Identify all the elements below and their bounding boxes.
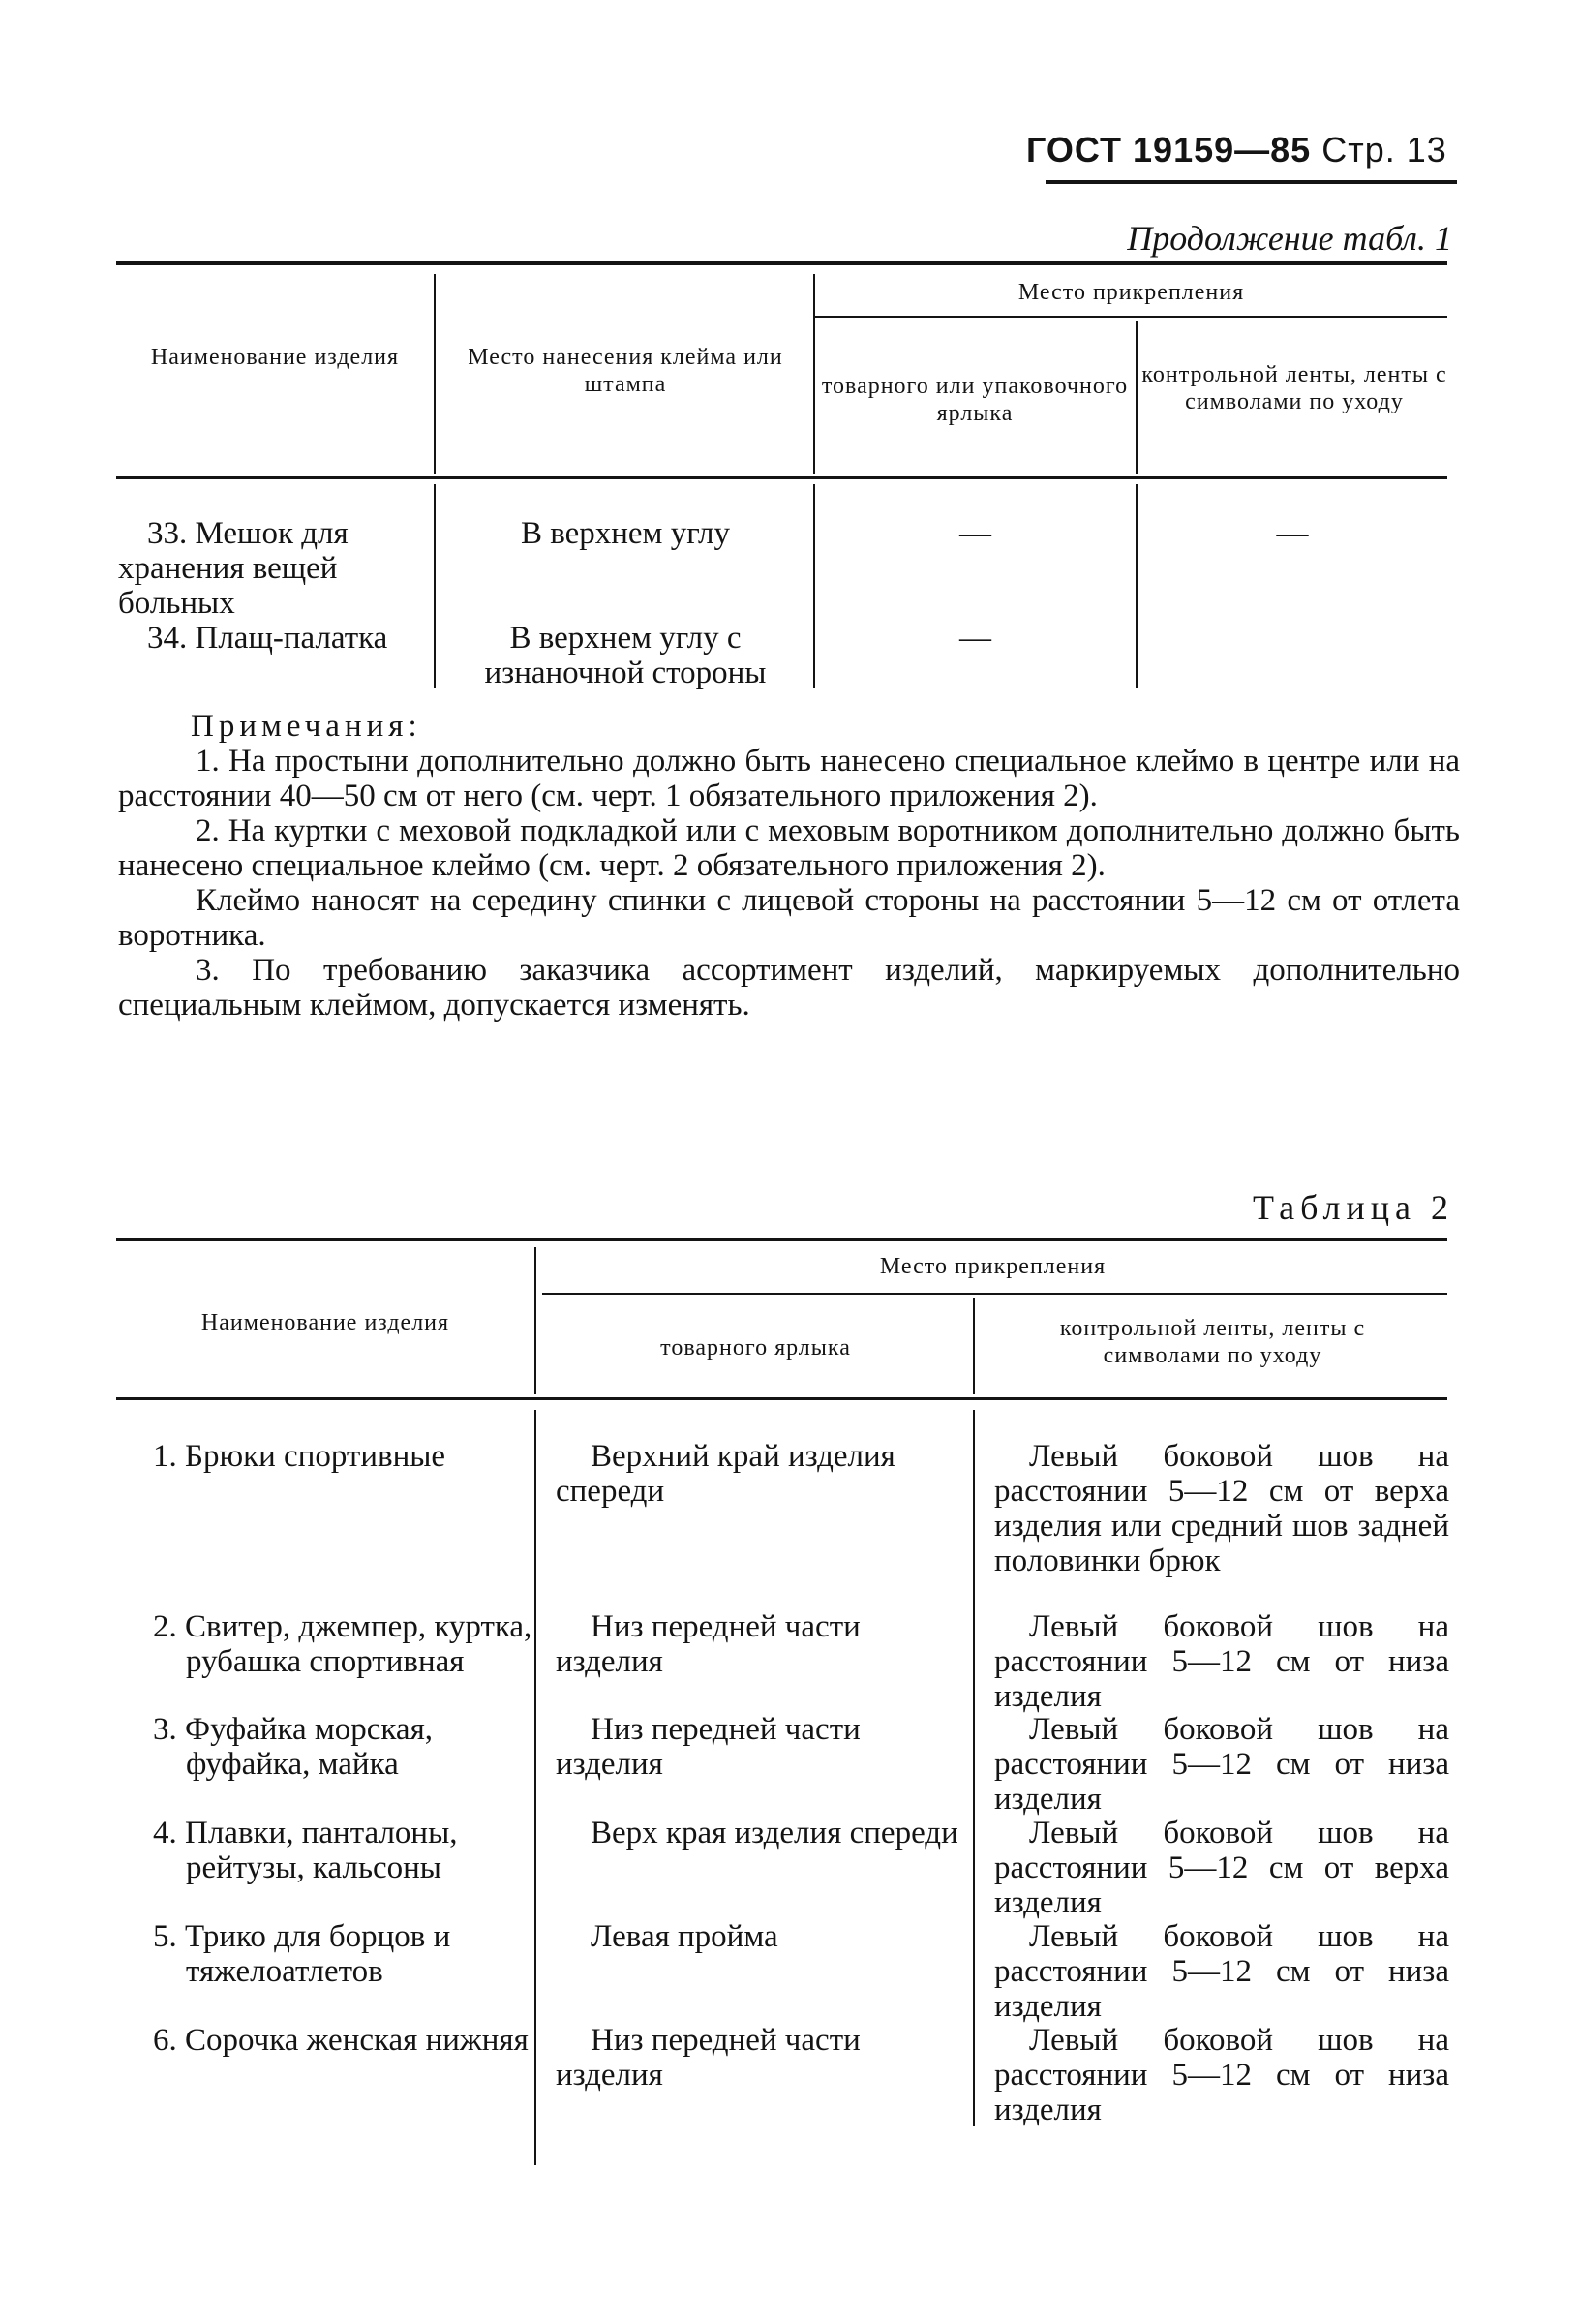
table1-group-rule	[815, 316, 1447, 318]
table1-body-divider-1	[434, 484, 436, 688]
page-number: Стр. 13	[1321, 130, 1447, 169]
table1-header-stamp-place: Место нанесения клейма или штампа	[468, 345, 783, 397]
table2-col-divider-1	[534, 1247, 536, 1394]
table1-row-33-tag: —	[959, 516, 991, 551]
table2-header-name: Наименование изделия	[200, 1310, 450, 1335]
table1-row-34-tag: —	[959, 621, 991, 656]
table2-row-2-tape: Левый боковой шов на расстоянии 5—12 см от низа изделия	[994, 1609, 1449, 1714]
table2-header-rule	[116, 1397, 1447, 1400]
notes-block	[118, 709, 1460, 1023]
table1-col-divider-1	[434, 274, 436, 474]
table1-row-34-name: 34. Плащ-палатка	[147, 621, 388, 656]
notes-title: Примечания:	[191, 709, 422, 744]
table2-row-6-name: 6. Сорочка женская нижняя	[153, 2023, 529, 2058]
table2-row-2-name: 2. Свитер, джемпер, куртка, рубашка спортивная	[153, 1609, 532, 1679]
table2-group-rule	[542, 1293, 1447, 1295]
table2-row-4-name: 4. Плавки, панталоны, рейтузы, кальсоны	[153, 1816, 458, 1885]
header-rule	[1046, 180, 1457, 184]
table1-continuation-label: Продолжение табл. 1	[1127, 219, 1452, 258]
table2-top-rule	[116, 1238, 1447, 1241]
table2-row-5-tag: Левая пройма	[591, 1919, 778, 1954]
standard-number: ГОСТ 19159—85	[1026, 130, 1312, 169]
table2-row-1-name: 1. Брюки спортивные	[153, 1439, 446, 1474]
page-header	[1026, 130, 1447, 170]
table2-row-1-tag: Верхний край изделия спереди	[556, 1439, 895, 1509]
table1-body-divider-3	[1136, 484, 1138, 688]
table1-header-name: Наименование изделия	[150, 345, 400, 370]
table2-row-5-tape: Левый боковой шов на расстоянии 5—12 см от низа изделия	[994, 1919, 1449, 2024]
table2-title: Таблица 2	[1253, 1188, 1454, 1227]
table2-row-3-tag: Низ передней части изделия	[556, 1712, 861, 1782]
table1-top-rule	[116, 261, 1447, 265]
note-3: 3. По требованию заказчика ассортимент изделий, маркируемых дополнительно специальным клеймом, допускается изменять.	[118, 953, 1460, 1023]
table2-row-4-tag: Верх края изделия спереди	[591, 1816, 958, 1850]
table1-row-33-tape: —	[1276, 516, 1309, 551]
table1-header-attach-group: Место прикрепления	[1017, 280, 1245, 305]
table2-row-2-tag: Низ передней части изделия	[556, 1609, 861, 1679]
table1-header-tag: товарного или упаковочного ярлыка	[821, 374, 1129, 426]
table2-row-6-tape: Левый боковой шов на расстоянии 5—12 см от низа изделия	[994, 2023, 1449, 2127]
table1-body-divider-2	[813, 484, 815, 688]
table2-row-3-name: 3. Фуфайка морская, фуфайка, майка	[153, 1712, 434, 1782]
table2-col-divider-2	[973, 1298, 975, 1394]
table2-row-6-tag: Низ передней части изделия	[556, 2023, 861, 2093]
table1-header-tape: контрольной ленты, ленты с символами по уходу	[1141, 362, 1447, 414]
note-2: 2. На куртки с меховой подкладкой или с меховым воротником дополнительно должно быть нанесено специальное клеймо (см. черт. 2 обязательного приложения 2).	[118, 813, 1460, 883]
table2-row-5-name: 5. Трико для борцов и тяжелоатлетов	[153, 1919, 451, 1989]
table1-row-33-stamp: В верхнем углу	[520, 516, 731, 551]
table2-row-1-tape: Левый боковой шов на расстоянии 5—12 см от верха изделия или средний шов задней половинки брюк	[994, 1439, 1449, 1578]
table2-row-4-tape: Левый боковой шов на расстоянии 5—12 см от верха изделия	[994, 1816, 1449, 1920]
table2-body-divider-2	[973, 1410, 975, 2126]
table1-header-rule	[116, 476, 1447, 479]
table1-col-divider-3	[1136, 321, 1138, 474]
table2-row-3-tape: Левый боковой шов на расстоянии 5—12 см от низа изделия	[994, 1712, 1449, 1817]
table1-row-33-name: 33. Мешок для хранения вещей больных	[118, 516, 349, 621]
note-2-continuation: Клеймо наносят на середину спинки с лицевой стороны на расстоянии 5—12 см от отлета воротника.	[118, 883, 1460, 953]
table2-header-tag: товарного ярлыка	[660, 1335, 851, 1361]
table2-header-tape: контрольной ленты, ленты с символами по уходу	[1059, 1316, 1366, 1368]
table2-header-attach-group: Место прикрепления	[879, 1254, 1107, 1279]
table1-row-34-stamp: В верхнем углу с изнаночной стороны	[484, 621, 767, 690]
note-1: 1. На простыни дополнительно должно быть нанесено специальное клеймо в центре или на расстоянии 40—50 см от него (см. черт. 1 обязательного приложения 2).	[118, 744, 1460, 813]
